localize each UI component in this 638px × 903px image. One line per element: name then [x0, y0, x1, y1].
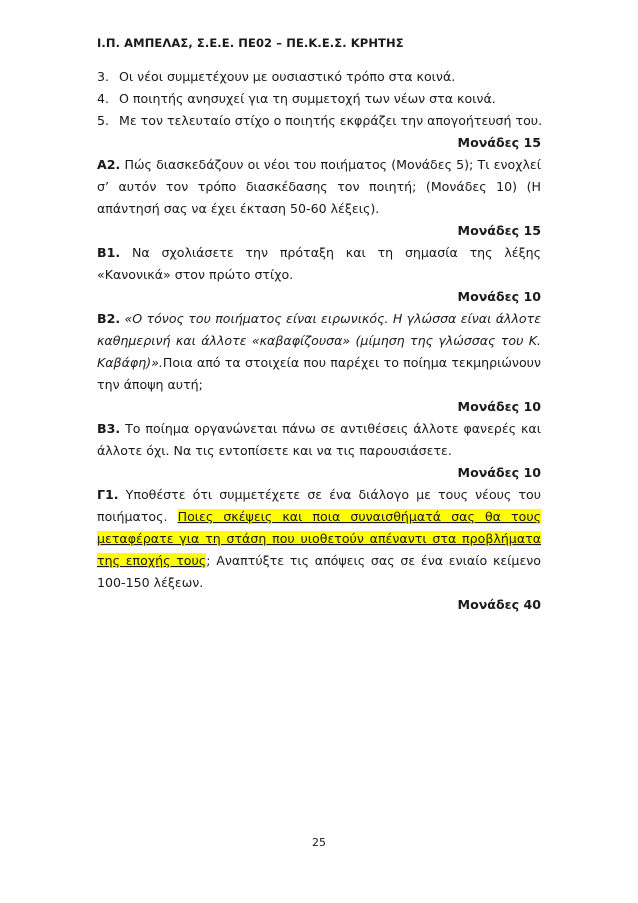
question-b1	[97, 242, 541, 286]
list-item	[97, 110, 541, 132]
page-number: 25	[312, 836, 326, 849]
question-label: Γ1.	[97, 487, 119, 502]
list-item	[97, 66, 541, 88]
highlighted-text: Ποιες σκέψεις και ποια συναισθήματά σας θα τους μεταφέρατε για τη στάση που υιοθετούν απέναντι στα προβλήματα της εποχής τους	[97, 509, 541, 568]
question-text: Υποθέστε ότι συμμετέχετε σε ένα διάλογο με τους νέους του ποιήματος.	[97, 487, 541, 524]
quoted-statement: «Ο τόνος του ποιήματος είναι ειρωνικός. Η γλώσσα είναι άλλοτε καθημερινή και άλλοτε «καβαφίζουσα» (μίμηση της γλώσσας του Κ. Καβάφη)».	[97, 311, 541, 370]
list-text: Με τον τελευταίο στίχο ο ποιητής εκφράζει την απογοήτευσή του.	[119, 113, 543, 128]
points-label: Μονάδες 10	[457, 399, 541, 414]
list-text: Οι νέοι συμμετέχουν με ουσιαστικό τρόπο στα κοινά.	[119, 69, 456, 84]
page-header: Ι.Π. ΑΜΠΕΛΑΣ, Σ.Ε.Ε. ΠΕ02 – ΠΕ.Κ.Ε.Σ. ΚΡΗΤΗΣ	[97, 36, 404, 50]
exam-content	[97, 66, 541, 616]
question-text: Ποια από τα στοιχεία που παρέχει το ποίημα τεκμηριώνουν την άποψη αυτή;	[97, 355, 541, 392]
question-label: Β1.	[97, 245, 121, 260]
list-number: 3.	[97, 69, 110, 84]
question-label: Α2.	[97, 157, 121, 172]
question-b2	[97, 308, 541, 396]
points-label: Μονάδες 15	[457, 223, 541, 238]
question-b3	[97, 418, 541, 462]
list-text: Ο ποιητής ανησυχεί για τη συμμετοχή των νέων στα κοινά.	[119, 91, 496, 106]
question-text-end: ; Αναπτύξτε τις απόψεις σας σε ένα ενιαίο κείμενο 100-150 λέξεων.	[97, 553, 541, 590]
question-text: Το ποίημα οργανώνεται πάνω σε αντιθέσεις άλλοτε φανερές και άλλοτε όχι. Να τις εντοπίσετε και να τις παρουσιάσετε.	[97, 421, 541, 458]
list-number: 4.	[97, 91, 110, 106]
points-label: Μονάδες 10	[457, 465, 541, 480]
question-g1	[97, 484, 541, 594]
question-text: Να σχολιάσετε την πρόταξη και τη σημασία της λέξης «Κανονικά» στον πρώτο στίχο.	[97, 245, 541, 282]
points-label: Μονάδες 10	[457, 289, 541, 304]
question-a2	[97, 154, 541, 220]
list-number: 5.	[97, 113, 110, 128]
points-label: Μονάδες 15	[457, 135, 541, 150]
list-item	[97, 88, 541, 110]
points-label: Μονάδες 40	[457, 597, 541, 612]
question-label: Β3.	[97, 421, 121, 436]
question-label: Β2.	[97, 311, 121, 326]
question-text: Πώς διασκεδάζουν οι νέοι του ποιήματος (Μονάδες 5); Τι ενοχλεί σ’ αυτόν τον τρόπο διασκέδασης τον ποιητή; (Μονάδες 10) (Η απάντησή σας να έχει έκταση 50-60 λέξεις).	[97, 157, 541, 216]
